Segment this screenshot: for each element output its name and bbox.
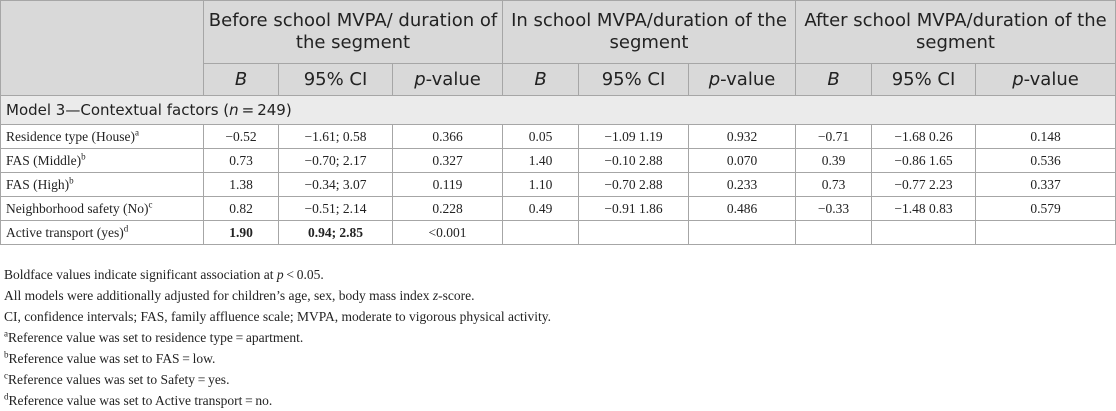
row-label-footnote-marker: b <box>69 175 74 185</box>
header-corner <box>1 1 204 96</box>
header-row-groups <box>1 1 1116 64</box>
table-cell <box>872 221 976 245</box>
table-cell: −0.77 2.23 <box>872 173 976 197</box>
table-cell: 1.10 <box>503 173 579 197</box>
table-cell: 0.579 <box>976 197 1116 221</box>
table-cell <box>689 221 796 245</box>
table-cell: 0.119 <box>393 173 503 197</box>
section-prefix: Model 3—Contextual factors ( <box>6 101 230 119</box>
table-cell: −0.52 <box>204 125 279 149</box>
col-header-ci: 95% CI <box>872 64 976 96</box>
footnote-b <box>4 348 551 369</box>
table-cell <box>796 221 872 245</box>
row-label <box>1 149 204 173</box>
table-cell: <0.001 <box>393 221 503 245</box>
col-header-p-value <box>976 64 1116 96</box>
note-adjusted <box>4 285 551 306</box>
row-label <box>1 221 204 245</box>
section-n: n <box>229 101 239 119</box>
table-row <box>1 125 1116 149</box>
group-header-in-school: In school MVPA/duration of the segment <box>503 1 796 64</box>
row-label <box>1 125 204 149</box>
row-label-footnote-marker: a <box>134 127 139 137</box>
table-row <box>1 197 1116 221</box>
section-row <box>1 96 1116 125</box>
table-cell: 1.38 <box>204 173 279 197</box>
table-cell: 0.486 <box>689 197 796 221</box>
footnote-text: Reference value was set to residence type = apartment. <box>8 330 304 345</box>
table-cell: 0.39 <box>796 149 872 173</box>
table-cell: −1.09 1.19 <box>579 125 689 149</box>
row-label-footnote-marker: c <box>148 199 153 209</box>
footnote-text: Reference values was set to Safety = yes. <box>8 372 230 387</box>
p-italic: p <box>1012 68 1024 90</box>
note-abbreviations: CI, confidence intervals; FAS, family affluence scale; MVPA, moderate to vigorous physical activity. <box>4 309 551 324</box>
table-cell: −0.33 <box>796 197 872 221</box>
col-header-p-value <box>689 64 796 96</box>
table-cell <box>976 221 1116 245</box>
footnote-marker: a <box>4 328 8 339</box>
col-header-b: B <box>503 64 579 96</box>
note-text: < 0.05. <box>283 267 324 282</box>
table-cell: −0.34; 3.07 <box>279 173 393 197</box>
row-label <box>1 173 204 197</box>
table-cell: 0.233 <box>689 173 796 197</box>
table-cell: −0.10 2.88 <box>579 149 689 173</box>
col-header-b: B <box>204 64 279 96</box>
table-cell: −0.51; 2.14 <box>279 197 393 221</box>
footnote-d <box>4 390 551 411</box>
table-cell: −1.48 0.83 <box>872 197 976 221</box>
p-italic: p <box>414 68 426 90</box>
table-cell: −1.61; 0.58 <box>279 125 393 149</box>
footnote-marker: d <box>4 391 9 402</box>
note-text: Boldface values indicate significant association at <box>4 267 277 282</box>
footnote-a <box>4 327 551 348</box>
table-cell: 0.05 <box>503 125 579 149</box>
table-cell: 0.536 <box>976 149 1116 173</box>
p-rest: -value <box>425 68 481 90</box>
table-cell: 0.337 <box>976 173 1116 197</box>
row-label-text: FAS (Middle) <box>6 152 82 168</box>
note-boldface <box>4 264 551 285</box>
row-label-text: FAS (High) <box>6 176 70 192</box>
col-header-p-value <box>393 64 503 96</box>
table-cell: 0.82 <box>204 197 279 221</box>
group-header-before-school: Before school MVPA/ duration of the segment <box>204 1 503 64</box>
footnote-c <box>4 369 551 390</box>
section-suffix: = 249) <box>238 101 292 119</box>
p-italic: p <box>708 68 721 90</box>
table-cell: 0.932 <box>689 125 796 149</box>
row-label-footnote-marker: d <box>123 223 129 233</box>
table-cell: 0.327 <box>393 149 503 173</box>
p-rest: -value <box>720 68 776 90</box>
p-rest: -value <box>1023 68 1079 90</box>
col-header-b: B <box>796 64 872 96</box>
note-italic: p <box>276 267 284 282</box>
note-text: -score. <box>438 288 475 303</box>
table-cell <box>579 221 689 245</box>
table-cell: 0.49 <box>503 197 579 221</box>
table-cell: 0.73 <box>204 149 279 173</box>
table-notes <box>4 264 551 411</box>
table-cell: −0.70 2.88 <box>579 173 689 197</box>
row-label-text: Active transport (yes) <box>6 224 124 240</box>
table-cell: −0.86 1.65 <box>872 149 976 173</box>
footnote-text: Reference value was set to FAS = low. <box>8 351 216 366</box>
col-header-ci: 95% CI <box>579 64 689 96</box>
table-row <box>1 149 1116 173</box>
col-header-ci: 95% CI <box>279 64 393 96</box>
table-cell: 0.228 <box>393 197 503 221</box>
group-header-after-school: After school MVPA/duration of the segment <box>796 1 1116 64</box>
table-cell: 1.40 <box>503 149 579 173</box>
row-label <box>1 197 204 221</box>
row-label-footnote-marker: b <box>81 151 86 161</box>
table-cell: 0.73 <box>796 173 872 197</box>
footnote-text: Reference value was set to Active transport = no. <box>8 393 273 408</box>
table-row <box>1 221 1116 245</box>
table-cell: −0.71 <box>796 125 872 149</box>
table-cell: 0.94; 2.85 <box>279 221 393 245</box>
table-cell: 0.366 <box>393 125 503 149</box>
note-text: All models were additionally adjusted for children’s age, sex, body mass index <box>4 288 433 303</box>
footnote-marker: b <box>4 349 9 360</box>
row-label-text: Neighborhood safety (No) <box>6 200 149 216</box>
table-cell: −0.91 1.86 <box>579 197 689 221</box>
table-cell: −1.68 0.26 <box>872 125 976 149</box>
note-italic: z <box>432 288 439 303</box>
section-title <box>1 96 1116 125</box>
table-cell: 0.070 <box>689 149 796 173</box>
table-cell: 1.90 <box>204 221 279 245</box>
row-label-text: Residence type (House) <box>6 128 135 144</box>
table-row <box>1 173 1116 197</box>
table-cell <box>503 221 579 245</box>
table-cell: −0.70; 2.17 <box>279 149 393 173</box>
footnote-marker: c <box>4 370 8 381</box>
table-cell: 0.148 <box>976 125 1116 149</box>
